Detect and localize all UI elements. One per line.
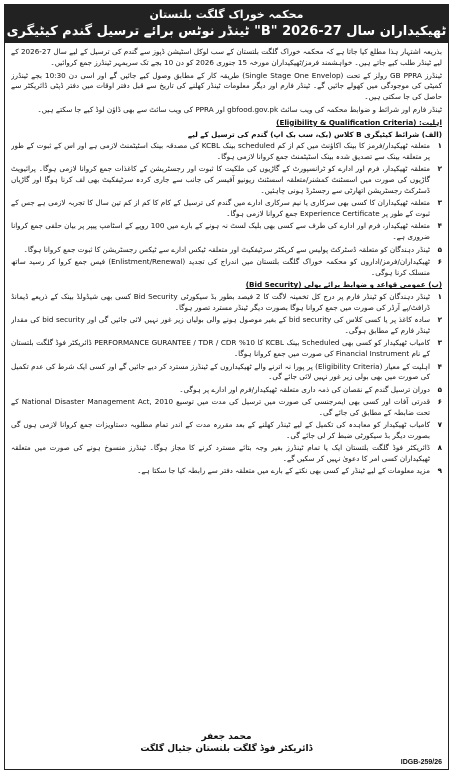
intro-paragraph-2: ٹینڈرز GB PPRA رولز کے تحت (Single Stage One Envelop) طریقہ کار کے مطابق وصول کیے جائیں گے اور اسی دن 10:30 بجے ٹینڈرز کمیٹی کی موجودگی میں کھولے جائیں گے۔ ٹینڈر فارم اور دیگر معلومات ٹینڈر کھلنے کی تاریخ سے قبل دفتر اوقات میں دفتر ڈپٹی ڈائریکٹر سے حاصل کی جا سکتی ہیں۔: [11, 70, 442, 102]
item-text: دوران ترسیل گندم کے نقصان کی ذمہ داری متعلقہ ٹھیکیدار/فرم اور ادارے پر ہوگی۔: [179, 384, 430, 394]
eligibility-item: [11, 164, 442, 196]
item-number: ۲: [437, 315, 442, 325]
reference-number: IDGB-259/26: [400, 759, 442, 766]
intro-paragraph-1: بذریعہ اشتہار ہذا مطلع کیا جاتا ہے کہ محکمہ خوراک گلگت بلتستان کے سب لوکل اسٹیشن ڈپوز سے گندم کی ترسیل کے لیے سال 27-2026 کے لیے ٹینڈر طلب کیے جاتے ہیں۔ خواہشمند فرمز/ٹھیکیداران مورخہ 15 جنوری 2026 کو دن 10 بجے تک سربمہر ٹینڈرز جمع کروائیں۔: [11, 47, 442, 67]
signatory-name: محمد جعفر: [201, 732, 252, 742]
item-number: ۴: [437, 361, 442, 371]
item-number: ۶: [437, 256, 442, 266]
terms-item: [11, 397, 442, 419]
eligibility-item: [11, 257, 442, 279]
terms-item: [11, 362, 442, 384]
item-text: اہلیت کے معیار (Eligibility Criteria) پر پورا نہ اترنے والے ٹھیکیداروں کے ٹینڈرز مسترد کر دیے جائیں گے اور کسی ایک شرط کی عدم تکمیل کی صورت میں بھی بولی زیر غور نہیں لائی جائے گی۔: [11, 361, 430, 382]
signatory-designation: ڈائریکٹر فوڈ گلگت بلتستان جٹیال گلگت: [140, 744, 313, 754]
item-number: ۸: [437, 443, 442, 453]
terms-item: [11, 420, 442, 442]
item-text: متعلقہ ٹھیکیداران کا کسی بھی سرکاری یا نیم سرکاری ادارے میں گندم کی ترسیل کے کام کا کم از کم تین سال کا تجربہ لازمی ہے جس کے ثبوت کے طور پر Experience Certificate جمع کروانا لازمی ہوگا۔: [11, 198, 430, 219]
eligibility-item: [11, 141, 442, 163]
item-number: ۳: [437, 198, 442, 208]
item-number: ۴: [437, 221, 442, 231]
header-banner: [5, 5, 448, 43]
department-name: محکمہ خوراک گلگت بلتستان: [149, 8, 304, 21]
terms-item: [11, 385, 442, 396]
signature-block: [5, 732, 448, 755]
terms-item: [11, 443, 442, 465]
eligibility-item: [11, 198, 442, 220]
item-number: ۵: [437, 244, 442, 254]
item-text: کامیاب ٹھیکیدار کو معاہدہ کی تکمیل کے لیے ٹینڈر کھلنے کے بعد مقررہ مدت کے اندر تمام مطلوبہ دستاویزات جمع کروانا لازمی ہوں گی بصورت دیگر بڈ سیکورٹی ضبط کر لی جائے گی۔: [11, 420, 430, 440]
item-text: ٹھیکیداران/فرمز/اداروں کو محکمہ خوراک گلگت بلتستان میں اندراج کی تجدید (Enlistment/Renewal) فیس جمع کروا کر رسید ساتھ منسلک کرنا ہوگی۔: [11, 256, 431, 277]
item-number: ۷: [437, 420, 442, 429]
notice-body: [11, 47, 442, 739]
notice-title: ٹینڈر نوٹس برائے ترسیل گندم کیٹیگری "B" ٹھیکیداران سال 27-2026: [6, 24, 447, 39]
terms-item: [11, 292, 442, 314]
terms-item: [11, 466, 442, 477]
terms-item: [11, 315, 442, 337]
item-number: ۵: [437, 384, 442, 394]
item-text: ڈائریکٹر فوڈ گلگت بلتستان ایک یا تمام ٹینڈرز بغیر وجہ بتائے مسترد کرنے کا مجاز ہوگا۔ ٹینڈرز منسوخ ہونے کی صورت میں متعلقہ ٹھیکیداران کسی امر کا دعویٰ نہیں کر سکیں گے۔: [11, 443, 430, 463]
item-number: ۳: [437, 338, 442, 348]
item-text: قدرتی آفات اور کسی بھی ایمرجنسی کی صورت میں ترسیل کی مدت میں توسیع National Disaster Management Act, 2010 کے تحت ضابطہ کے مطابق کی جائے گی۔: [11, 396, 431, 417]
item-text: متعلقہ ٹھیکیدار، فرم اور ادارے کی طرف سے کسی بھی بلیک لسٹ نہ ہونے کے بارے میں 100 روپے کے اسٹامپ پیپر پر بیان حلفی جمع کروانا ضروری ہے۔: [11, 221, 430, 242]
item-number: ۱: [437, 292, 442, 302]
item-text: کامیاب ٹھیکیدار کو کسی بھی Scheduled بینک KCBL کا 10% PERFORMANCE GURANTEE / TDR / CDR ڈائریکٹر فوڈ گلگت بلتستان کے نام Financial Instrument کی صورت میں جمع کروانا ہوگا۔: [11, 338, 430, 359]
item-text: متعلقہ ٹھیکیدار/فرمز کا بینک اکاؤنٹ میں کم از کم scheduled بینک KCBL کی مصدقہ بینک اسٹیٹمنٹ لازمی ہے اور اس کے ثبوت کے طور پر متعلقہ بینک سے تصدیق شدہ بینک اسٹیٹمنٹ جمع کروانا لازمی ہوگا۔: [11, 141, 431, 162]
terms-item: [11, 338, 442, 360]
item-number: ۱: [437, 141, 442, 151]
item-number: ۹: [437, 466, 442, 476]
terms-heading: (ب) عمومی قواعد و ضوابط برائے بولی (Bid Security): [245, 280, 442, 290]
eligibility-item: [11, 221, 442, 243]
item-text: متعلقہ ٹھیکیدار، فرم اور ادارے کو ٹرانسپورٹ کے گاڑیوں کی ملکیت کا ثبوت اور رجسٹریشن کے کاغذات جمع کروانا لازمی ہوگا۔ پرائیویٹ گاڑیوں کی صورت میں اسسٹنٹ کمشنر/متعلقہ اسسٹنٹ ریونیو آفیسر کی جانب سے جاری کردہ سرٹیفکیٹ بھی لف کرنا ہوگا اور گاڑیاں ڈسٹرکٹ رجسٹریشن اتھارٹی سے رجسٹرڈ ہونی چاہئیں۔: [11, 164, 430, 196]
item-number: ۶: [437, 396, 442, 406]
item-text: سادہ کاغذ پر یا کسی کلاس کی bid security کے بغیر موصول ہونے والی بولیاں زیر غور نہیں لائی جائیں گی اور bid security کی مقدار ٹینڈر فارم کے مطابق ہوگی۔: [11, 315, 430, 336]
eligibility-item: [11, 245, 442, 256]
item-text: ٹینڈر دہندگان کو ٹینڈر فارم پر درج کل تخمینہ لاگت کا 2 فیصد بطور بڈ سیکورٹی Bid Security کسی بھی شیڈولڈ بینک کے ذریعے ڈیمانڈ ڈرافٹ/پے آرڈر کی صورت میں جمع کروانا ہوگا بصورت دیگر ٹینڈر مسترد تصور ہوگا۔: [11, 292, 430, 313]
item-number: ۲: [437, 164, 442, 174]
tender-notice: [4, 4, 449, 770]
eligibility-subheading: (الف) شرائط کیٹیگری B کلاس (بک، سب بک اپ) گندم کی ترسیل کے لیے: [187, 129, 442, 139]
intro-paragraph-3: ٹینڈر فارم اور شرائط و ضوابط محکمہ کی ویب سائٹ gbfood.gov.pk اور PPRA کی ویب سائٹ سے بھی ڈاؤن لوڈ کیے جا سکتے ہیں۔: [37, 104, 442, 114]
item-text: ٹینڈر دہندگان کو متعلقہ ڈسٹرکٹ پولیس سے کریکٹر سرٹیفکیٹ اور متعلقہ ٹیکس ادارے سے ٹیکس رجسٹریشن کا ثبوت جمع کروانا ہوگا۔: [23, 244, 430, 254]
item-text: مزید معلومات کے لیے ٹینڈر کے کسی بھی نکتے کے بارے میں متعلقہ دفتر سے رابطہ کیا جا سکتا ہے۔: [137, 466, 430, 476]
eligibility-heading: اہلیت: (Eligibility & Qualification Criteria): [276, 117, 442, 127]
